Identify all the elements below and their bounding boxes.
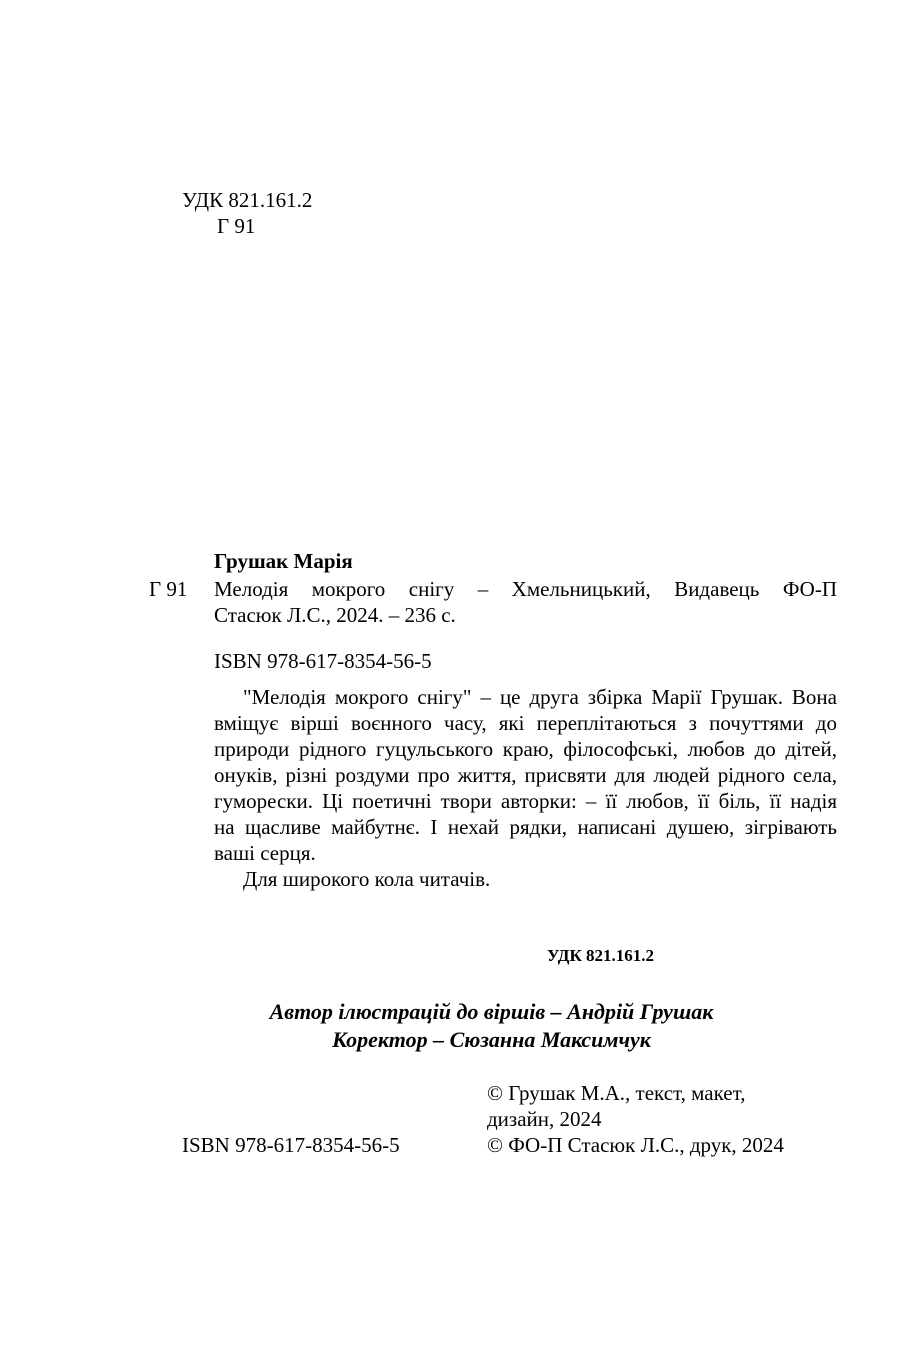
entry-line-1: Мелодія мокрого снігу – Хмельницький, Видавець ФО-П: [214, 577, 837, 601]
entry-line-2: Стасюк Л.С., 2024. – 236 с.: [214, 603, 456, 627]
entry-sign-code: Г 91: [149, 577, 188, 601]
author-name: Грушак Марія: [214, 549, 353, 573]
annotation: [214, 684, 837, 892]
annotation-line: ваші серця.: [214, 841, 316, 865]
corrector-credit: Коректор – Сюзанна Максимчук: [332, 1027, 651, 1052]
annotation-audience: Для широкого кола читачів.: [243, 867, 491, 891]
annotation-line: "Мелодія мокрого снігу" – це друга збірка Марії Грушак. Вона: [243, 685, 837, 709]
udk-header-block: [182, 187, 312, 239]
entry-isbn: ISBN 978-617-8354-56-5: [214, 649, 432, 673]
author-sign-code: Г 91: [217, 214, 256, 238]
annotation-line: гуморески. Ці поетичні твори авторки: – її любов, її біль, її надія: [214, 789, 837, 813]
udk-bottom: УДК 821.161.2: [547, 946, 655, 965]
illustrator-credit: Автор ілюстрацій до віршів – Андрій Грушак: [269, 999, 714, 1024]
credits: [0, 998, 923, 1054]
annotation-line: вміщує вірші воєнного часу, які переплітаються з почуттями до: [214, 711, 837, 735]
bibliographic-entry: [214, 576, 837, 628]
footer-isbn: ISBN 978-617-8354-56-5: [182, 1133, 400, 1157]
annotation-line: на щасливе майбутнє. І нехай рядки, написані душею, зігрівають: [214, 815, 837, 839]
udk-code: УДК 821.161.2: [182, 188, 313, 212]
copyright-author-cont: дизайн, 2024: [487, 1107, 602, 1131]
copyright-block: [487, 1080, 784, 1158]
annotation-line: природи рідного гуцульського краю, філософські, любов до дітей,: [214, 737, 837, 761]
copyright-publisher: © ФО-П Стасюк Л.С., друк, 2024: [487, 1133, 784, 1157]
copyright-author: © Грушак М.А., текст, макет,: [487, 1081, 746, 1105]
annotation-line: онуків, різні роздуми про життя, присвяти для людей рідного села,: [214, 763, 837, 787]
